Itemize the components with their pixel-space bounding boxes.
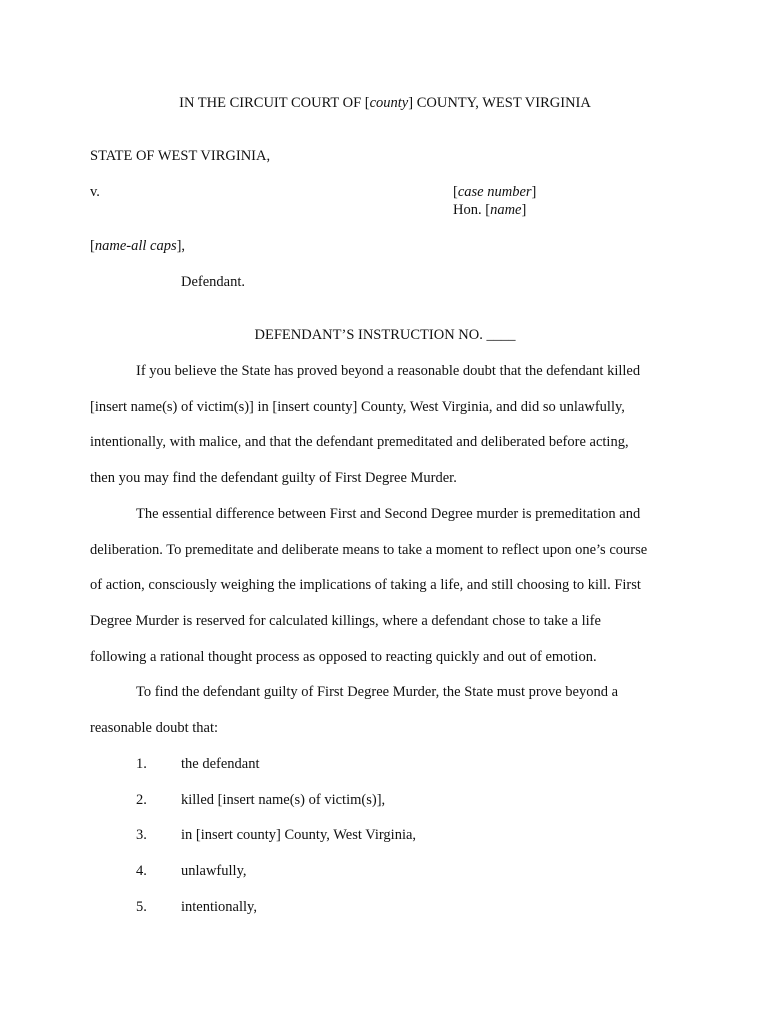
body-line: deliberation. To premeditate and deliberate means to take a moment to reflect upon one’s course bbox=[90, 542, 648, 558]
versus-label: v. bbox=[90, 184, 100, 200]
defendant-name: [name-all caps], bbox=[90, 238, 186, 254]
element-number: 1. bbox=[136, 756, 147, 772]
body-line: of action, consciously weighing the implications of taking a life, and still choosing to kill. First bbox=[90, 577, 641, 593]
element-number: 3. bbox=[136, 827, 147, 843]
element-text: unlawfully, bbox=[181, 863, 247, 879]
body-line: Degree Murder is reserved for calculated killings, where a defendant chose to take a life bbox=[90, 613, 601, 629]
element-number: 4. bbox=[136, 863, 147, 879]
element-text: intentionally, bbox=[181, 899, 257, 915]
instruction-title: DEFENDANT’S INSTRUCTION NO. ____ bbox=[254, 327, 516, 343]
body-line: reasonable doubt that: bbox=[90, 720, 219, 736]
body-line: [insert name(s) of victim(s)] in [insert county] County, West Virginia, and did so unlawfully, bbox=[90, 399, 625, 415]
element-text: killed [insert name(s) of victim(s)], bbox=[181, 792, 386, 808]
plaintiff-name: STATE OF WEST VIRGINIA, bbox=[90, 148, 271, 164]
judge-name: Hon. [name] bbox=[453, 202, 527, 218]
body-line: following a rational thought process as opposed to reacting quickly and out of emotion. bbox=[90, 649, 597, 665]
element-number: 5. bbox=[136, 899, 147, 915]
body-line: intentionally, with malice, and that the defendant premeditated and deliberated before acting, bbox=[90, 434, 629, 450]
body-line: then you may find the defendant guilty of First Degree Murder. bbox=[90, 470, 457, 486]
element-text: in [insert county] County, West Virginia, bbox=[181, 827, 417, 843]
body-line: The essential difference between First and Second Degree murder is premeditation and bbox=[136, 506, 641, 522]
defendant-label: Defendant. bbox=[181, 274, 246, 290]
county-placeholder: county bbox=[369, 95, 409, 111]
body-line: If you believe the State has proved beyond a reasonable doubt that the defendant killed bbox=[136, 363, 641, 379]
case-number: [case number] bbox=[453, 184, 537, 200]
element-text: the defendant bbox=[181, 756, 260, 772]
court-heading: IN THE CIRCUIT COURT OF [county] COUNTY, WEST VIRGINIA bbox=[179, 95, 591, 111]
body-line: To find the defendant guilty of First Degree Murder, the State must prove beyond a bbox=[136, 684, 619, 700]
element-number: 2. bbox=[136, 792, 147, 808]
